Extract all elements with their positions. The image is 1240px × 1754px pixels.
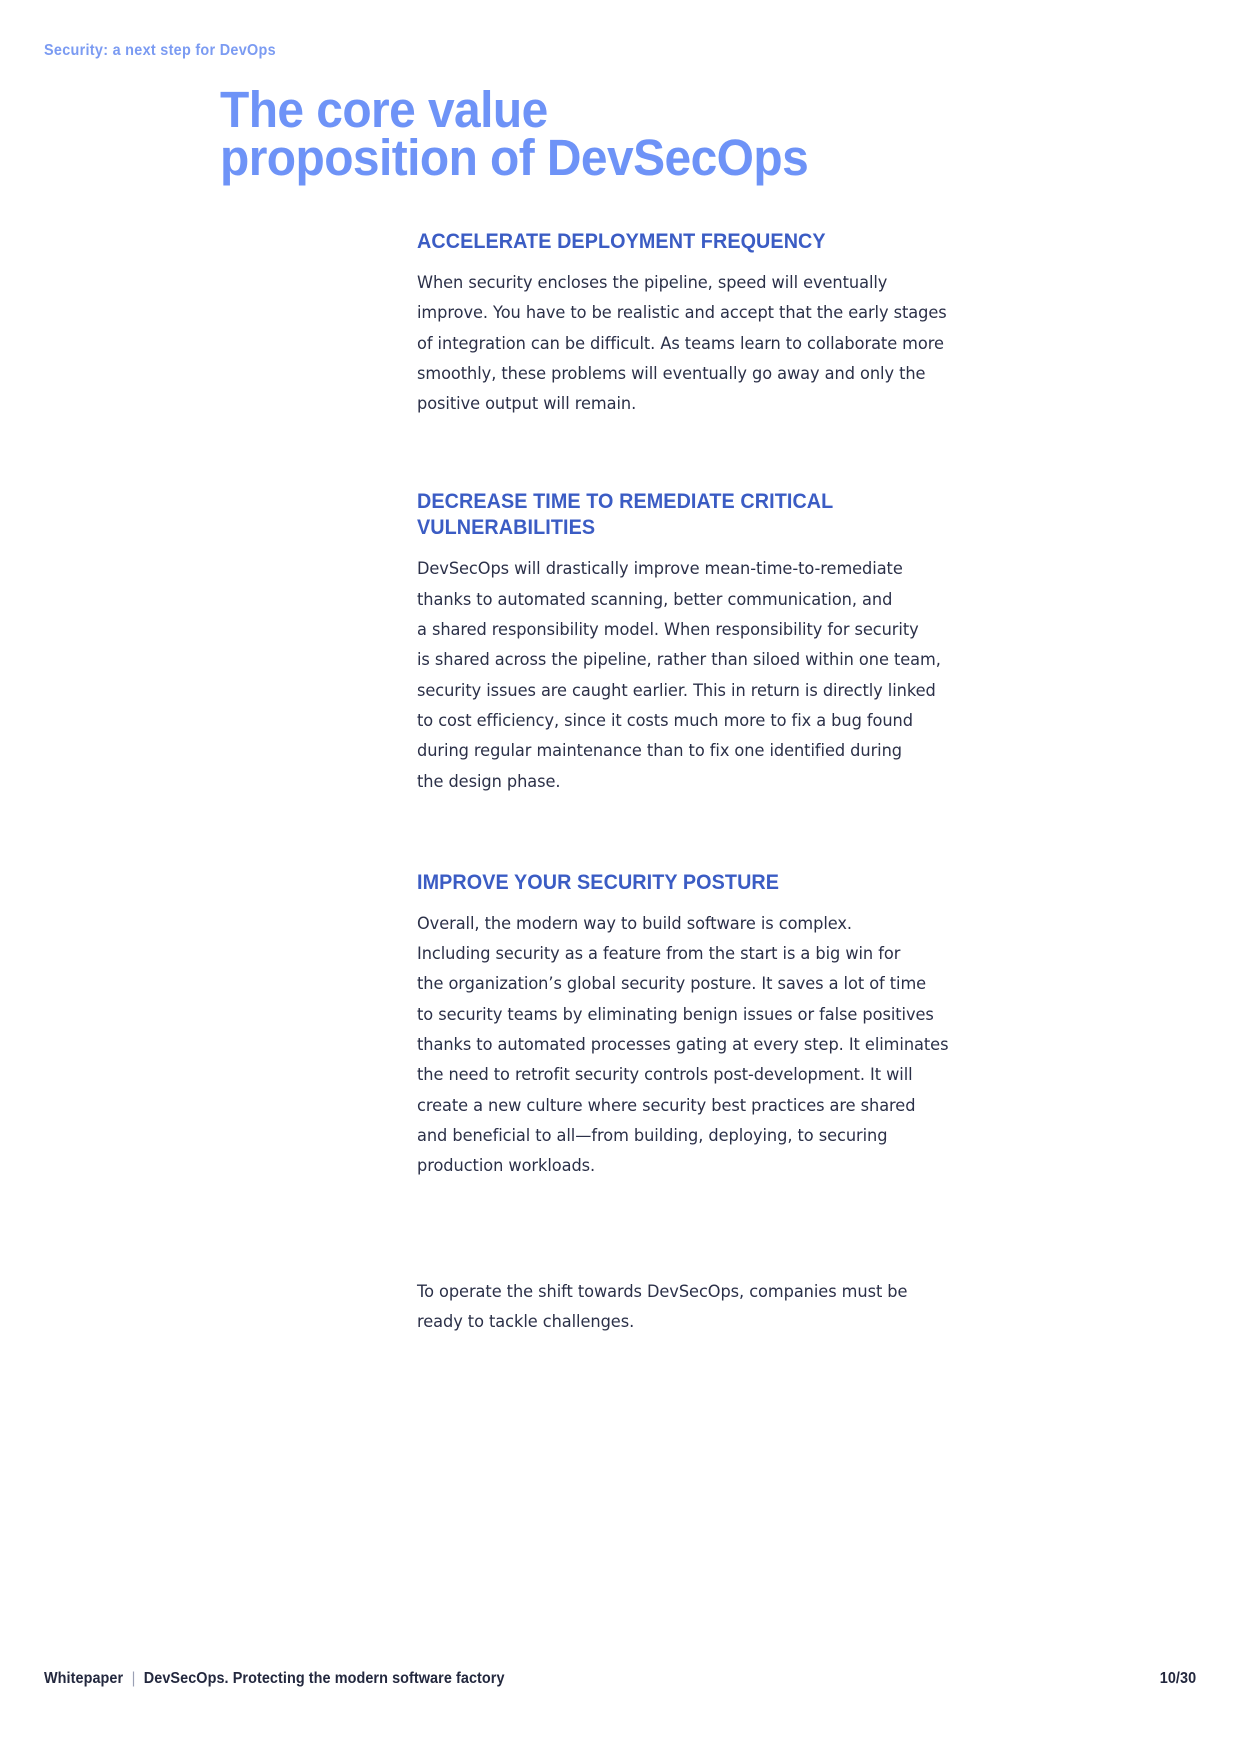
- body-line: production workloads.: [417, 1155, 596, 1176]
- body-line: to cost efficiency, since it costs much more to fix a bug found: [417, 709, 913, 730]
- body-line: thanks to automated processes gating at every step. It eliminates: [417, 1034, 949, 1055]
- footer-separator: |: [131, 1670, 136, 1687]
- body-line: Including security as a feature from the start is a big win for: [417, 943, 901, 964]
- section-body: [417, 553, 1005, 795]
- page-title: [220, 81, 1120, 186]
- body-line: of integration can be difficult. As teams learn to collaborate more: [417, 332, 944, 353]
- section-accelerate-deployment-frequency: [417, 228, 1005, 418]
- footer-document-title: DevSecOps. Protecting the modern software factory: [143, 1670, 505, 1687]
- footer-document-label: [44, 1670, 505, 1688]
- body-line: during regular maintenance than to fix one identified during: [417, 740, 903, 761]
- section-spacer: [417, 796, 1005, 869]
- body-line: create a new culture where security best practices are shared: [417, 1094, 916, 1115]
- section-spacer: [417, 1181, 1005, 1276]
- body-line: a shared responsibility model. When responsibility for security: [417, 619, 919, 640]
- closing-paragraph: [417, 1276, 1005, 1337]
- section-heading: DECREASE TIME TO REMEDIATE CRITICAL VULNERABILITIES: [417, 489, 833, 540]
- body-line: and beneficial to all—from building, deploying, to securing: [417, 1124, 888, 1145]
- section-decrease-time-to-remediate: [417, 488, 1005, 795]
- body-line: Overall, the modern way to build software is complex.: [417, 912, 852, 933]
- body-line: positive output will remain.: [417, 393, 637, 414]
- footer-document-type: Whitepaper: [44, 1670, 124, 1687]
- body-line: security issues are caught earlier. This in return is directly linked: [417, 679, 936, 700]
- body-line: the organization’s global security posture. It saves a lot of time: [417, 973, 927, 994]
- body-line: improve. You have to be realistic and accept that the early stages: [417, 302, 947, 323]
- section-body: [417, 908, 1005, 1181]
- body-line: To operate the shift towards DevSecOps, companies must be: [417, 1280, 908, 1301]
- content-column: [417, 228, 1005, 1336]
- page-title-line-1: The core value: [220, 81, 548, 138]
- body-line: smoothly, these problems will eventually go away and only the: [417, 362, 926, 383]
- section-heading: IMPROVE YOUR SECURITY POSTURE: [417, 869, 780, 894]
- body-line: When security encloses the pipeline, speed will eventually: [417, 272, 888, 292]
- body-line: DevSecOps will drastically improve mean-time-to-remediate: [417, 558, 903, 579]
- body-line: the need to retrofit security controls post-development. It will: [417, 1064, 913, 1085]
- body-line: is shared across the pipeline, rather than siloed within one team,: [417, 649, 941, 670]
- section-improve-security-posture: [417, 869, 1005, 1181]
- section-heading: ACCELERATE DEPLOYMENT FREQUENCY: [417, 229, 826, 253]
- body-line: thanks to automated scanning, better communication, and: [417, 588, 893, 609]
- section-spacer: [417, 418, 1005, 488]
- body-line: to security teams by eliminating benign issues or false positives: [417, 1003, 934, 1024]
- footer-page-number: 10/30: [1159, 1670, 1196, 1687]
- page-title-line-2: proposition of DevSecOps: [220, 129, 809, 186]
- section-body: [417, 267, 1005, 418]
- running-header: Security: a next step for DevOps: [44, 42, 276, 59]
- body-line: the design phase.: [417, 770, 561, 791]
- body-line: ready to tackle challenges.: [417, 1310, 635, 1331]
- page-footer: [44, 1670, 1196, 1688]
